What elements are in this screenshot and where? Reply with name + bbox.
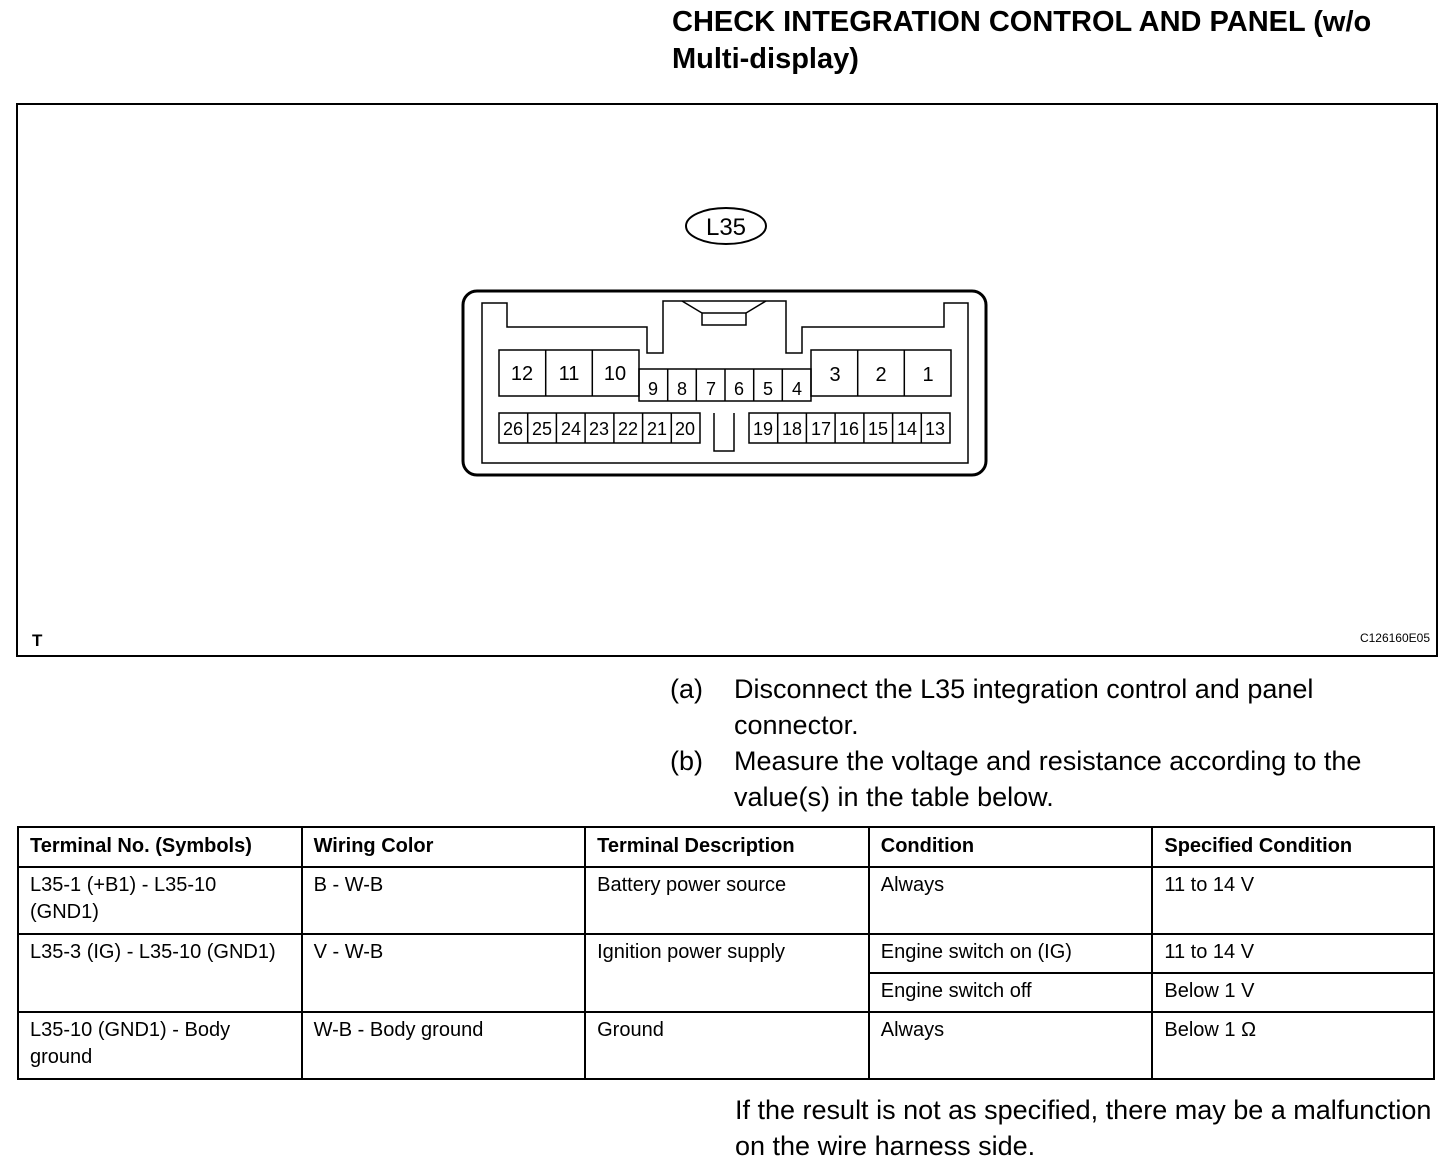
connector-label: L35 [705, 214, 747, 241]
pin-21: 21 [646, 419, 668, 439]
step-label: (b) [670, 746, 703, 776]
pin-14: 14 [896, 419, 918, 439]
table-row [18, 934, 1434, 973]
pin-row-bottom-right [749, 413, 950, 443]
pin-6: 6 [733, 379, 745, 399]
pin-24: 24 [560, 419, 582, 439]
step-label: (a) [670, 674, 703, 704]
pin-26: 26 [502, 419, 524, 439]
procedure-steps [670, 671, 1430, 815]
cell-wiring: V - W-B [302, 934, 586, 1012]
header-description: Terminal Description [585, 827, 869, 867]
pin-16: 16 [838, 419, 860, 439]
pin-25: 25 [531, 419, 553, 439]
table-row [18, 867, 1434, 934]
pin-11: 11 [558, 363, 580, 385]
step-text: Disconnect the L35 integration control and panel connector. [734, 674, 1314, 740]
pin-10: 10 [603, 363, 627, 385]
pin-12: 12 [510, 363, 534, 385]
cell-condition: Always [869, 1012, 1153, 1079]
cell-condition: Engine switch off [869, 973, 1153, 1012]
table-header-row [18, 827, 1434, 867]
connector-diagram [18, 105, 1436, 655]
header-terminal: Terminal No. (Symbols) [18, 827, 302, 867]
cell-condition: Engine switch on (IG) [869, 934, 1153, 973]
pin-8: 8 [676, 379, 688, 399]
figure-code: C126160E05 [1359, 631, 1430, 645]
cell-terminal: L35-3 (IG) - L35-10 (GND1) [18, 934, 302, 1012]
cell-description: Ignition power supply [585, 934, 869, 1012]
page-title: CHECK INTEGRATION CONTROL AND PANEL (w/o Multi-display) [672, 6, 1372, 75]
cell-description: Ground [585, 1012, 869, 1079]
pin-22: 22 [617, 419, 639, 439]
pin-1: 1 [922, 364, 934, 386]
spec-table [17, 826, 1435, 1080]
pin-9: 9 [647, 379, 659, 399]
cell-spec: 11 to 14 V [1152, 934, 1434, 973]
cell-spec: Below 1 V [1152, 973, 1434, 1012]
pin-5: 5 [762, 379, 774, 399]
pin-row-bottom-left [499, 413, 700, 443]
pin-23: 23 [588, 419, 610, 439]
pin-3: 3 [829, 364, 841, 386]
pin-18: 18 [781, 419, 803, 439]
cell-wiring: B - W-B [302, 867, 586, 934]
pin-row-top-right [811, 350, 951, 396]
pin-2: 2 [875, 364, 887, 386]
cell-wiring: W-B - Body ground [302, 1012, 586, 1079]
pin-4: 4 [791, 379, 803, 399]
cell-condition: Always [869, 867, 1153, 934]
pin-17: 17 [810, 419, 832, 439]
connector-key-slot [714, 413, 734, 451]
pin-row-top-center [639, 369, 811, 401]
header-spec: Specified Condition [1152, 827, 1434, 867]
cell-spec: Below 1 Ω [1152, 1012, 1434, 1079]
pin-19: 19 [752, 419, 774, 439]
header-wiring: Wiring Color [302, 827, 586, 867]
cell-terminal: L35-10 (GND1) - Body ground [18, 1012, 302, 1079]
pin-15: 15 [867, 419, 889, 439]
step-a [670, 671, 1430, 743]
step-text: Measure the voltage and resistance according to the value(s) in the table below. [734, 746, 1362, 812]
pin-13: 13 [924, 419, 946, 439]
cell-spec: 11 to 14 V [1152, 867, 1434, 934]
table-row [18, 1012, 1434, 1079]
step-b [670, 743, 1430, 815]
cell-description: Battery power source [585, 867, 869, 934]
figure-corner-mark: T [32, 631, 43, 650]
header-condition: Condition [869, 827, 1153, 867]
result-note: If the result is not as specified, there may be a malfunction on the wire harness side. [735, 1095, 1432, 1161]
pin-20: 20 [674, 419, 696, 439]
pin-7: 7 [705, 379, 717, 399]
pin-row-top-left [499, 350, 639, 396]
cell-terminal: L35-1 (+B1) - L35-10 (GND1) [18, 867, 302, 934]
connector-figure [16, 103, 1438, 657]
